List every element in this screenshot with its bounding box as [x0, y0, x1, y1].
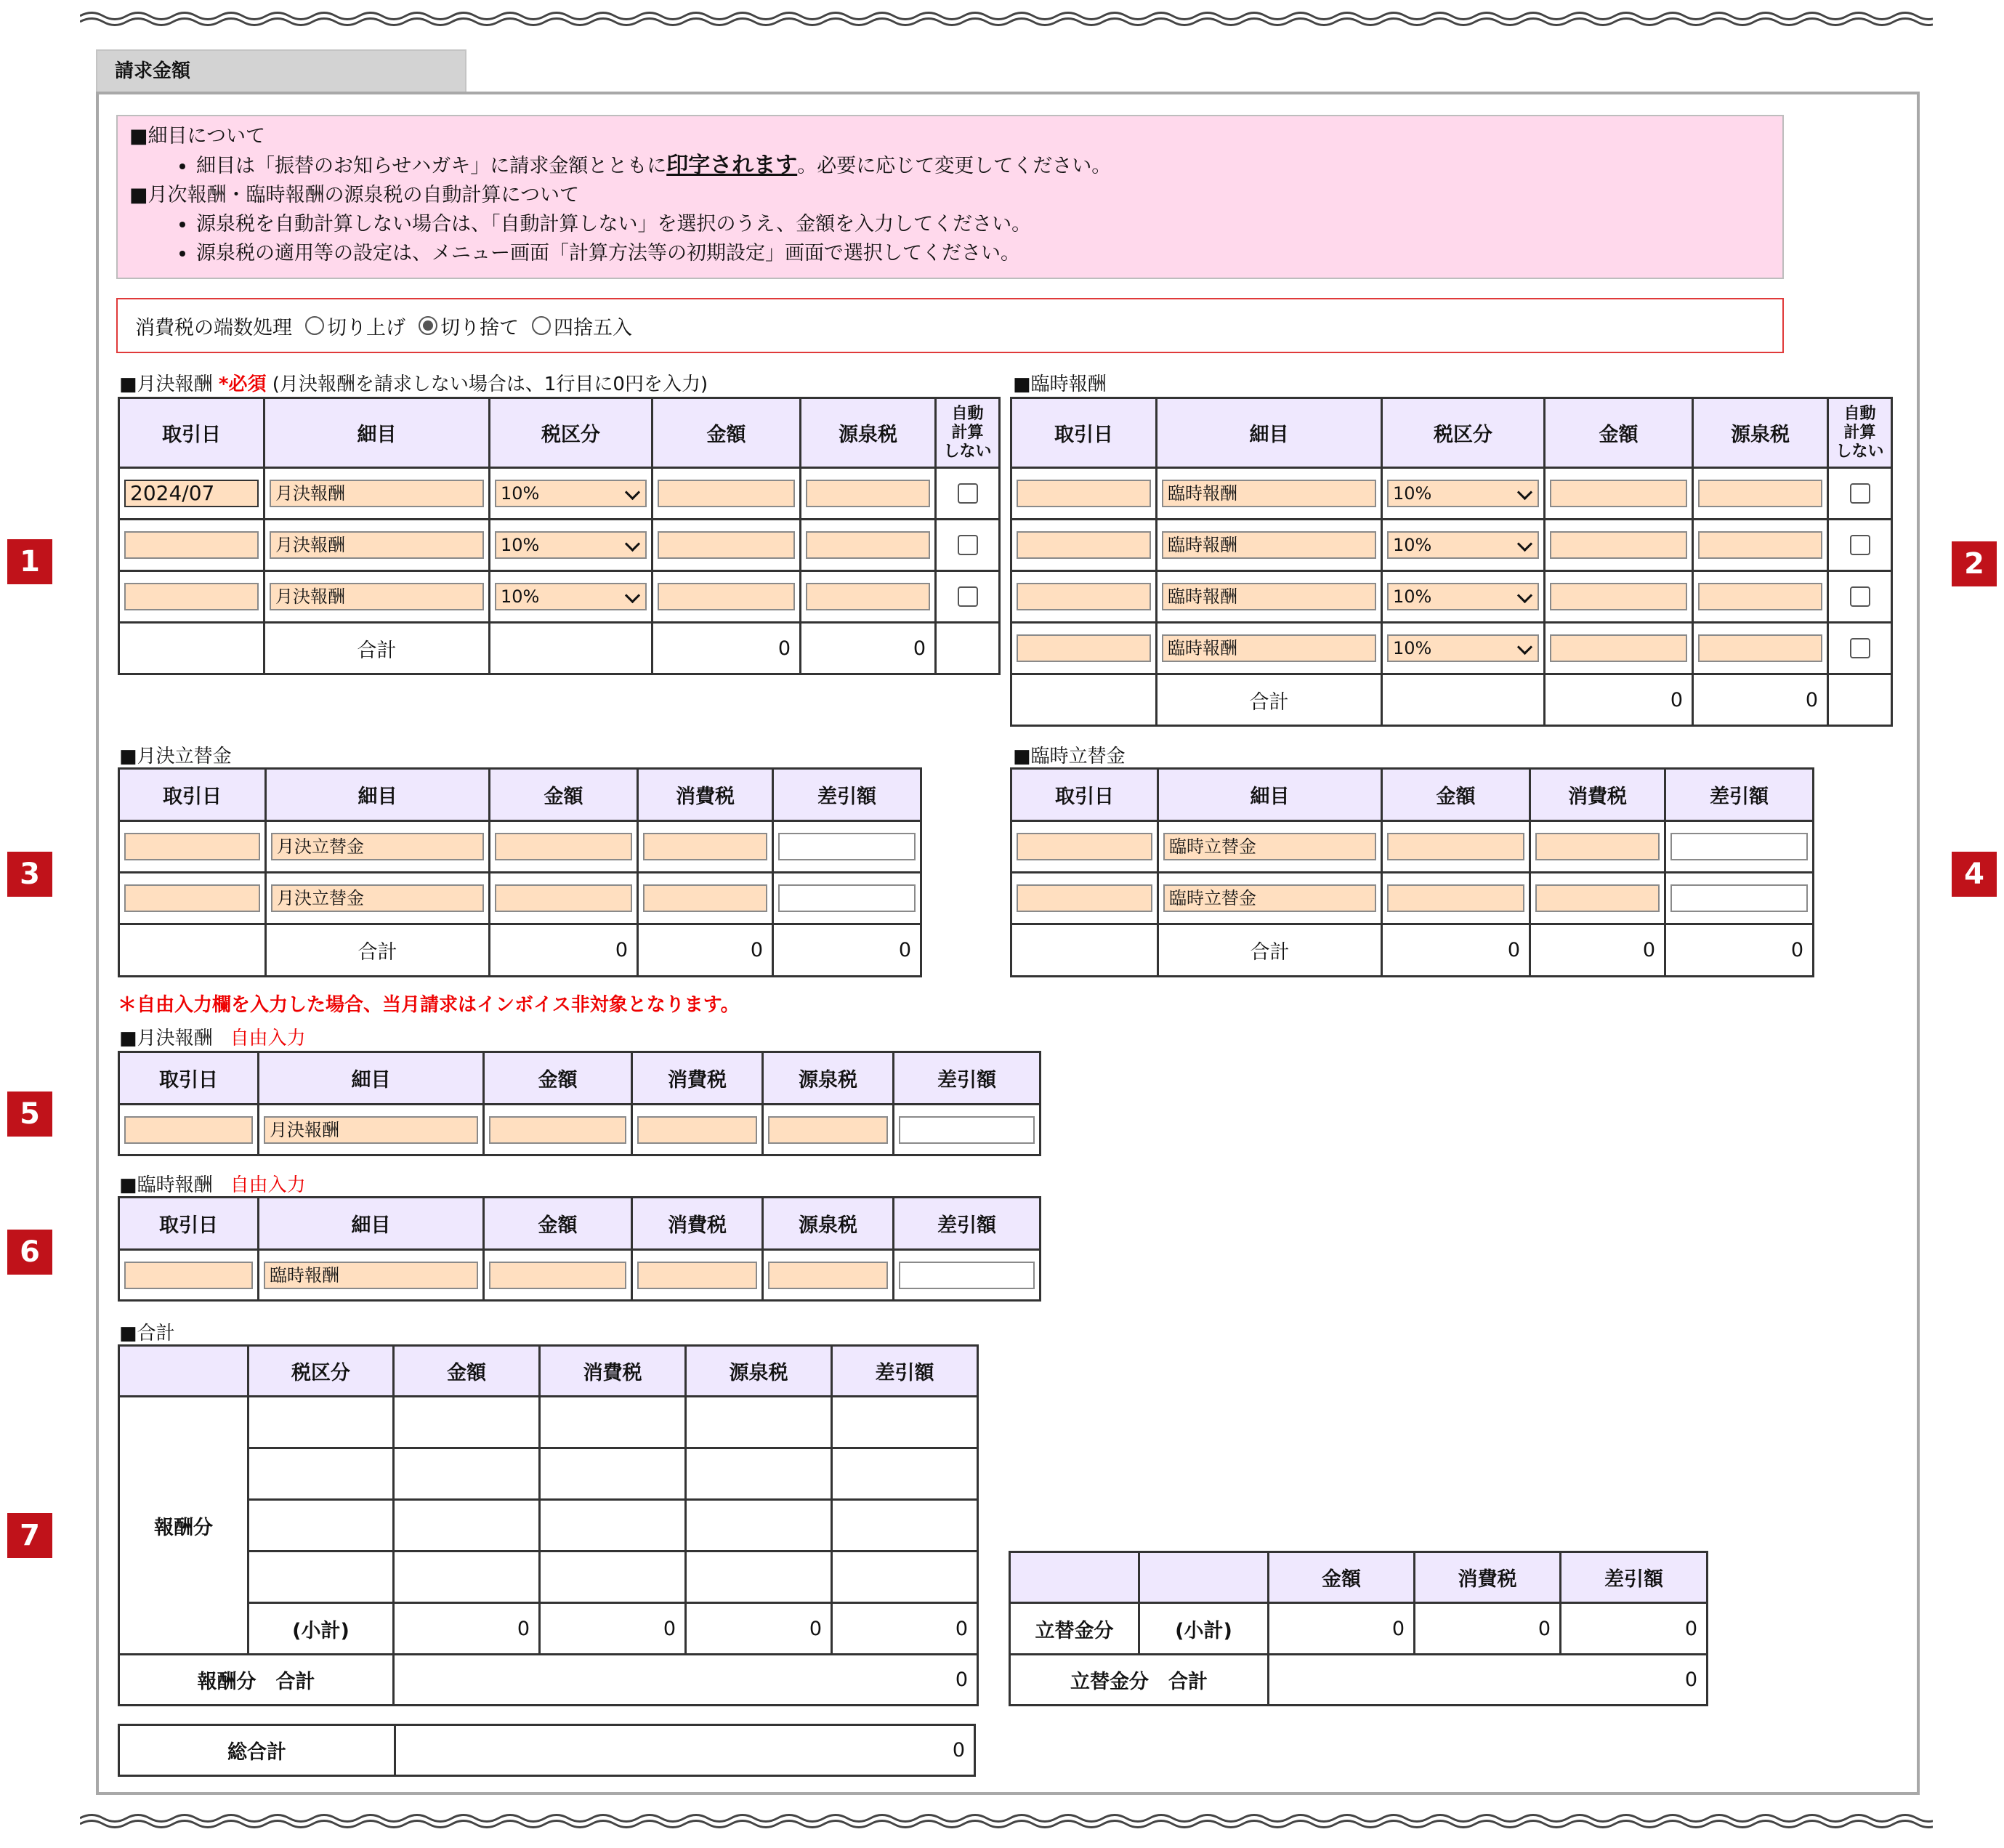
table-row: [1011, 520, 1892, 571]
date-input[interactable]: [124, 583, 259, 610]
withholding-input[interactable]: [1698, 480, 1822, 507]
amount-input[interactable]: [489, 1262, 626, 1289]
amount-input[interactable]: [1550, 531, 1687, 559]
marker-5: 5: [7, 1092, 52, 1137]
chevron-down-icon: [1517, 588, 1532, 603]
amount-input[interactable]: [495, 884, 632, 912]
withholding-input[interactable]: [806, 531, 930, 559]
col-consumption-tax: 消費税: [632, 1198, 763, 1250]
col-withholding: 源泉税: [763, 1052, 894, 1105]
item-input[interactable]: 臨時報酬: [1162, 583, 1376, 610]
tax-rounding-box: [116, 298, 1784, 353]
col-amount: 金額: [1382, 769, 1530, 821]
table-row: [119, 821, 921, 873]
marker-1: 1: [7, 539, 52, 584]
amount-input[interactable]: [495, 833, 632, 860]
table-row: [1011, 571, 1892, 623]
col-net: 差引額: [894, 1052, 1041, 1105]
monthly-fee-title: ■月決報酬 *必須 (月決報酬を請求しない場合は、1行目に0円を入力): [119, 374, 708, 395]
net-field[interactable]: [899, 1262, 1035, 1289]
total-tax: 0: [638, 924, 773, 977]
col-amount: 金額: [652, 398, 801, 468]
item-input[interactable]: 月決報酬: [264, 1116, 478, 1144]
col-item: 細目: [1158, 769, 1382, 821]
temp-advance-table: [1010, 767, 1814, 977]
tax-class-select[interactable]: 10%: [1387, 480, 1539, 507]
panel-title: 請求金額: [96, 49, 466, 92]
table-row: [119, 1552, 978, 1603]
total-label: 合計: [1157, 674, 1382, 726]
subtotal-amount: 0: [394, 1603, 540, 1655]
free-input-label: 自由入力: [230, 1028, 306, 1049]
amount-input[interactable]: [1387, 884, 1524, 912]
advance-total-row: [1010, 1655, 1708, 1706]
grand-total-table: [118, 1724, 976, 1777]
required-mark: *必須: [218, 374, 267, 395]
grand-total-label: 総合計: [119, 1725, 395, 1776]
marker-7: 7: [7, 1513, 52, 1558]
subtotal-net: 0: [832, 1603, 978, 1655]
table-row: [119, 1448, 978, 1500]
subtotal-row: [119, 1603, 978, 1655]
col-consumption-tax: 消費税: [1415, 1552, 1561, 1603]
wavy-bottom-border: [80, 1807, 1933, 1836]
date-input[interactable]: [1017, 833, 1152, 860]
total-label: 合計: [264, 623, 490, 674]
amount-input[interactable]: [658, 531, 795, 559]
col-amount: 金額: [1545, 398, 1693, 468]
total-label: 合計: [1158, 924, 1382, 977]
subtotal-tax: 0: [540, 1603, 686, 1655]
temp-fee-table: [1010, 397, 1893, 727]
col-withholding: 源泉税: [1693, 398, 1828, 468]
advance-label: 立替金分: [1010, 1603, 1139, 1655]
col-amount: 金額: [394, 1346, 540, 1397]
date-input[interactable]: [124, 884, 260, 912]
col-withholding: 源泉税: [801, 398, 936, 468]
chevron-down-icon: [1517, 536, 1532, 552]
withholding-input[interactable]: [1698, 583, 1822, 610]
fee-total-label: 報酬分 合計: [119, 1655, 394, 1706]
item-input[interactable]: 臨時報酬: [1162, 531, 1376, 559]
consumption-tax-input[interactable]: [637, 1262, 757, 1289]
grand-total-row: [119, 1725, 975, 1776]
temp-advance-title: ■臨時立替金: [1013, 746, 1126, 767]
advance-tax: 0: [1415, 1603, 1561, 1655]
tax-class-select[interactable]: 10%: [495, 583, 647, 610]
col-amount: 金額: [484, 1052, 632, 1105]
withholding-input[interactable]: [768, 1116, 888, 1144]
col-net: 差引額: [894, 1198, 1041, 1250]
amount-input[interactable]: [1387, 833, 1524, 860]
item-input[interactable]: 月決報酬: [270, 531, 484, 559]
col-net: 差引額: [832, 1346, 978, 1397]
no-auto-calc-checkbox[interactable]: [1850, 535, 1870, 555]
consumption-tax-input[interactable]: [643, 833, 767, 860]
col-amount: 金額: [1269, 1552, 1415, 1603]
col-item: 細目: [266, 769, 490, 821]
item-input[interactable]: 月決立替金: [271, 884, 484, 912]
col-date: 取引日: [119, 769, 266, 821]
advance-totals-table: [1009, 1551, 1708, 1706]
col-tax-class: 税区分: [1382, 398, 1545, 468]
col-net: 差引額: [773, 769, 921, 821]
amount-input[interactable]: [658, 583, 795, 610]
notice-item-1: • 細目は「振替のお知らせハガキ」に請求金額とともに印字されます。必要に応じて変更してください。: [196, 151, 1771, 181]
monthly-free-title: ■月決報酬 自由入力: [119, 1028, 306, 1049]
total-tax: 0: [1530, 924, 1665, 977]
fee-label: 報酬分: [119, 1397, 249, 1655]
col-date: 取引日: [119, 1052, 259, 1105]
no-auto-calc-checkbox[interactable]: [958, 483, 978, 504]
notice-heading-withholding: ■月次報酬・臨時報酬の源泉税の自動計算について: [129, 184, 579, 206]
no-auto-calc-checkbox[interactable]: [958, 535, 978, 555]
item-input[interactable]: 臨時立替金: [1163, 833, 1376, 860]
no-auto-calc-checkbox[interactable]: [958, 586, 978, 607]
col-tax-class: 税区分: [249, 1346, 394, 1397]
grand-total-value: 0: [395, 1725, 975, 1776]
amount-input[interactable]: [489, 1116, 626, 1144]
date-input[interactable]: [1017, 480, 1151, 507]
col-consumption-tax: 消費税: [632, 1052, 763, 1105]
total-amount: 0: [1382, 924, 1530, 977]
consumption-tax-input[interactable]: [643, 884, 767, 912]
total-row: [119, 924, 921, 977]
withholding-input[interactable]: [768, 1262, 888, 1289]
chevron-down-icon: [1517, 639, 1532, 655]
total-row: [1011, 674, 1892, 726]
temp-free-title: ■臨時報酬 自由入力: [119, 1174, 306, 1196]
date-input[interactable]: [124, 833, 260, 860]
table-row: [119, 1397, 978, 1448]
notice-item-2: • 源泉税を自動計算しない場合は、「自動計算しない」を選択のうえ、金額を入力してください。: [196, 210, 1771, 239]
monthly-free-table: [118, 1051, 1041, 1156]
fee-total-value: 0: [394, 1655, 978, 1706]
col-amount: 金額: [484, 1198, 632, 1250]
advance-total-value: 0: [1269, 1655, 1708, 1706]
col-consumption-tax: 消費税: [638, 769, 773, 821]
withholding-input[interactable]: [806, 583, 930, 610]
net-field[interactable]: [778, 833, 916, 860]
total-amount: 0: [652, 623, 801, 674]
no-auto-calc-checkbox[interactable]: [1850, 483, 1870, 504]
col-consumption-tax: 消費税: [1530, 769, 1665, 821]
col-consumption-tax: 消費税: [540, 1346, 686, 1397]
tax-class-select[interactable]: 10%: [1387, 583, 1539, 610]
consumption-tax-input[interactable]: [1535, 884, 1660, 912]
subtotal-withholding: 0: [686, 1603, 832, 1655]
table-row: [1011, 821, 1814, 873]
monthly-advance-table: [118, 767, 922, 977]
total-withholding: 0: [801, 623, 936, 674]
item-input[interactable]: 臨時報酬: [1162, 480, 1376, 507]
item-input[interactable]: 月決報酬: [270, 583, 484, 610]
total-withholding: 0: [1693, 674, 1828, 726]
withholding-input[interactable]: [806, 480, 930, 507]
marker-6: 6: [7, 1230, 52, 1275]
advance-net: 0: [1561, 1603, 1708, 1655]
totals-title: ■合計: [119, 1323, 175, 1344]
table-row: [119, 1105, 1041, 1155]
date-input[interactable]: [1017, 884, 1152, 912]
notice-box: [116, 115, 1784, 279]
col-item: 細目: [259, 1198, 484, 1250]
marker-2: 2: [1952, 541, 1997, 586]
total-amount: 0: [490, 924, 638, 977]
advance-amount: 0: [1269, 1603, 1415, 1655]
date-input[interactable]: [124, 531, 259, 559]
amount-input[interactable]: [658, 480, 795, 507]
date-input[interactable]: [1017, 634, 1151, 662]
col-amount: 金額: [490, 769, 638, 821]
net-field[interactable]: [899, 1116, 1035, 1144]
col-date: 取引日: [1011, 769, 1158, 821]
advance-subtotal-label: (小計): [1139, 1603, 1269, 1655]
table-row: [1011, 873, 1814, 924]
item-input[interactable]: 臨時立替金: [1163, 884, 1376, 912]
col-date: 取引日: [1011, 398, 1157, 468]
table-row: [119, 1250, 1041, 1301]
total-label: 合計: [266, 924, 490, 977]
total-net: 0: [1665, 924, 1814, 977]
no-auto-calc-checkbox[interactable]: [1850, 638, 1870, 658]
col-no-auto-calc: 自動 計算 しない: [1828, 398, 1892, 468]
chevron-down-icon: [625, 536, 640, 552]
free-input-warning: ＊自由入力欄を入力した場合、当月請求はインボイス非対象となります。: [118, 994, 740, 1016]
table-row: [119, 571, 1000, 623]
fee-totals-table: [118, 1344, 979, 1706]
advance-total-label: 立替金分 合計: [1010, 1655, 1269, 1706]
marker-4: 4: [1952, 852, 1997, 897]
col-withholding: 源泉税: [686, 1346, 832, 1397]
item-input[interactable]: 月決報酬: [270, 480, 484, 507]
monthly-advance-title: ■月決立替金: [119, 746, 232, 767]
notice-heading-item: ■細目について: [129, 125, 265, 148]
marker-3: 3: [7, 852, 52, 897]
subtotal-label: (小計): [249, 1603, 394, 1655]
no-auto-calc-checkbox[interactable]: [1850, 586, 1870, 607]
col-withholding: 源泉税: [763, 1198, 894, 1250]
item-input[interactable]: 臨時報酬: [264, 1262, 478, 1289]
col-date: 取引日: [119, 398, 264, 468]
item-input[interactable]: 臨時報酬: [1162, 634, 1376, 662]
tax-class-select[interactable]: 10%: [1387, 634, 1539, 662]
consumption-tax-input[interactable]: [637, 1116, 757, 1144]
table-row: [119, 873, 921, 924]
net-field[interactable]: [1670, 833, 1808, 860]
total-net: 0: [773, 924, 921, 977]
col-item: 細目: [259, 1052, 484, 1105]
amount-input[interactable]: [1550, 480, 1687, 507]
chevron-down-icon: [625, 485, 640, 500]
subtotal-row: [1010, 1603, 1708, 1655]
total-row: [119, 623, 1000, 674]
wavy-top-border: [80, 4, 1933, 33]
notice-emphasis: 印字されます: [666, 153, 798, 178]
date-input[interactable]: 2024/07: [124, 480, 259, 507]
chevron-down-icon: [1517, 485, 1532, 500]
date-input[interactable]: [124, 1262, 253, 1289]
item-input[interactable]: 月決立替金: [271, 833, 484, 860]
radio-round-up[interactable]: 切り上げ: [305, 312, 405, 340]
withholding-input[interactable]: [1698, 531, 1822, 559]
fee-total-row: [119, 1655, 978, 1706]
total-row: [1011, 924, 1814, 977]
amount-input[interactable]: [1550, 583, 1687, 610]
col-net: 差引額: [1665, 769, 1814, 821]
col-net: 差引額: [1561, 1552, 1708, 1603]
col-date: 取引日: [119, 1198, 259, 1250]
total-amount: 0: [1545, 674, 1693, 726]
tax-class-select[interactable]: 10%: [495, 531, 647, 559]
table-row: [119, 520, 1000, 571]
date-input[interactable]: [1017, 583, 1151, 610]
col-item: 細目: [1157, 398, 1382, 468]
tax-class-select[interactable]: 10%: [1387, 531, 1539, 559]
amount-input[interactable]: [1550, 634, 1687, 662]
monthly-fee-table: [118, 397, 1001, 675]
radio-round-down[interactable]: 切り捨て: [419, 312, 519, 340]
table-row: [1011, 623, 1892, 674]
temp-free-table: [118, 1196, 1041, 1302]
tax-class-select[interactable]: 10%: [495, 480, 647, 507]
table-row: [1011, 468, 1892, 520]
net-field[interactable]: [778, 884, 916, 912]
col-item: 細目: [264, 398, 490, 468]
notice-item-3: • 源泉税の適用等の設定は、メニュー画面「計算方法等の初期設定」画面で選択してください。: [196, 239, 1771, 268]
col-tax-class: 税区分: [490, 398, 652, 468]
net-field[interactable]: [1670, 884, 1808, 912]
table-row: [119, 468, 1000, 520]
tax-rounding-label: 消費税の端数処理: [135, 316, 292, 339]
withholding-input[interactable]: [1698, 634, 1822, 662]
temp-fee-title: ■臨時報酬: [1013, 374, 1107, 395]
free-input-label: 自由入力: [230, 1174, 306, 1196]
col-no-auto-calc: 自動 計算 しない: [936, 398, 1000, 468]
chevron-down-icon: [625, 588, 640, 603]
radio-round-half[interactable]: 四捨五入: [532, 312, 632, 340]
date-input[interactable]: [1017, 531, 1151, 559]
date-input[interactable]: [124, 1116, 253, 1144]
table-row: [119, 1500, 978, 1552]
consumption-tax-input[interactable]: [1535, 833, 1660, 860]
